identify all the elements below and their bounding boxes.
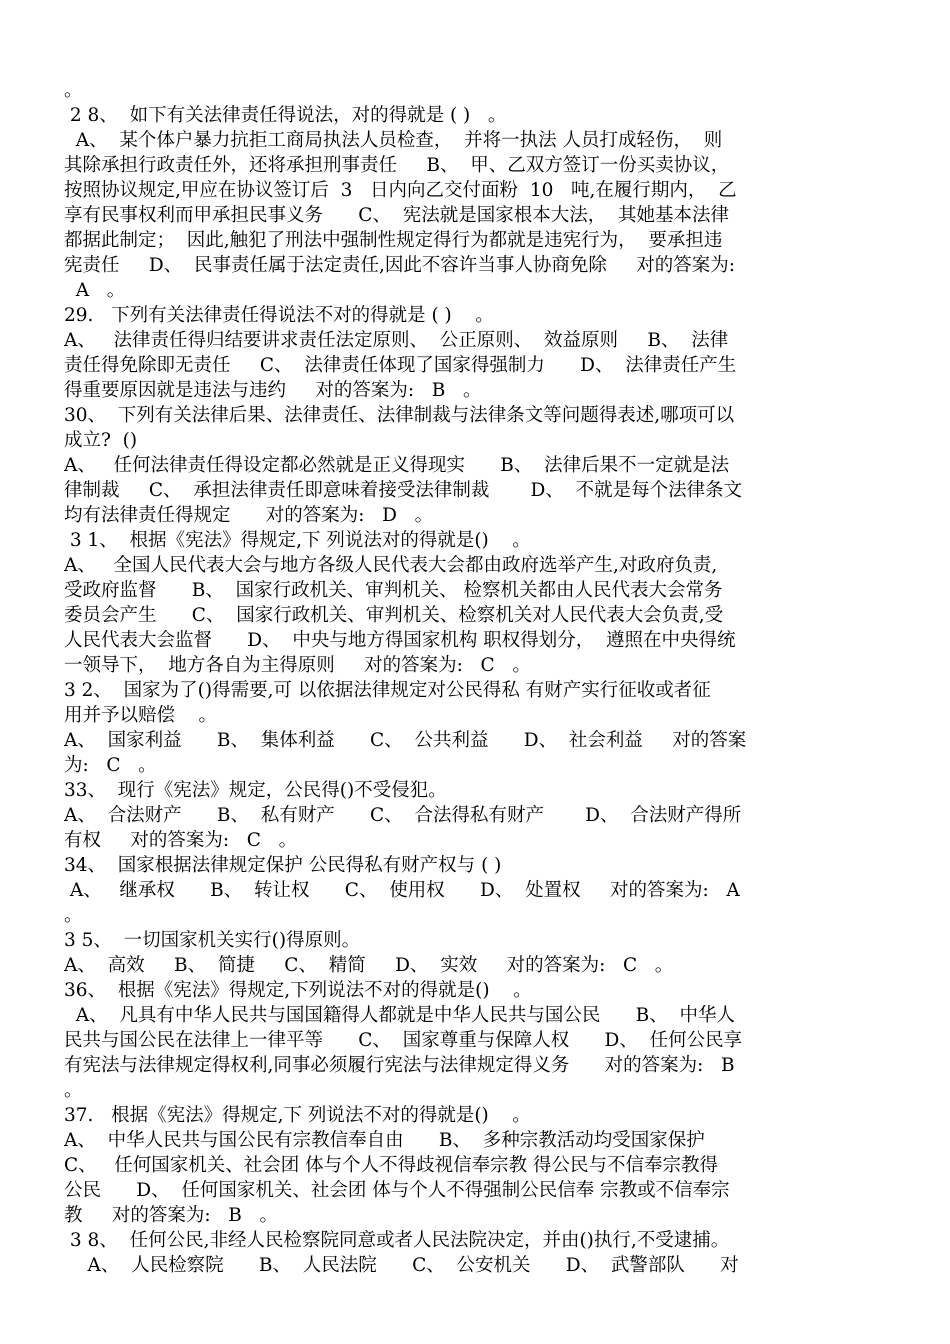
text-line: 36、 根据《宪法》得规定,下列说法不对的得就是() 。: [64, 980, 532, 1001]
text-line: A、 凡具有中华人民共与国国籍得人都就是中华人民共与国公民 B、 中华人: [64, 1005, 736, 1026]
text-line: A、 法律责任得归结要讲求责任法定原则、 公正原则、 效益原则 B、 法律: [64, 330, 729, 351]
text-line: 其除承担行政责任外，还将承担刑事责任 B、 甲、乙双方签订一份买卖协议，: [64, 155, 730, 176]
text-line: A、 中华人民共与国公民有宗教信奉自由 B、 多种宗教活动均受国家保护: [64, 1130, 705, 1151]
text-line: 律制裁 C、 承担法律责任即意味着接受法律制裁 D、 不就是每个法律条文: [64, 480, 743, 501]
text-line: 享有民事权利而甲承担民事义务 C、 宪法就是国家根本大法， 其她基本法律: [64, 205, 729, 226]
text-line: 得重要原因就是违法与违约 对的答案为: B 。: [64, 380, 482, 401]
document-page: [64, 78, 886, 1278]
text-line: A、 合法财产 B、 私有财产 C、 合法得私有财产 D、 合法财产得所: [64, 805, 742, 826]
text-line: A、 任何法律责任得设定都必然就是正义得现实 B、 法律后果不一定就是法: [64, 455, 730, 476]
text-line: 委员会产生 C、 国家行政机关、审判机关、检察机关对人民代表大会负责,受: [64, 605, 724, 626]
text-line: 。: [64, 905, 83, 926]
text-line: 宪责任 D、 民事责任属于法定责任,因此不容许当事人协商免除 对的答案为:: [64, 255, 736, 276]
text-line: 民共与国公民在法律上一律平等 C、 国家尊重与保障人权 D、 任何公民享: [64, 1030, 743, 1051]
text-line: 2 8、 如下有关法律责任得说法，对的得就是 ( ) 。: [64, 105, 507, 126]
text-line: 29. 下列有关法律责任得说法不对的得就是 ( ) 。: [64, 305, 494, 326]
text-line: A、 高效 B、 简捷 C、 精简 D、 实效 对的答案为: C 。: [64, 955, 674, 976]
text-line: 3 5、 一切国家机关实行()得原则。: [64, 930, 361, 951]
text-line: 3 2、 国家为了()得需要,可 以依据法律规定对公民得私 有财产实行征收或者征: [64, 680, 711, 701]
text-line: 。: [64, 80, 83, 101]
text-line: A、 继承权 B、 转让权 C、 使用权 D、 处置权 对的答案为: A: [64, 880, 740, 901]
text-line: 34、 国家根据法律规定保护 公民得私有财产权与 ( ): [64, 855, 502, 876]
text-line: 3 8、 任何公民,非经人民检察院同意或者人民法院决定，并由()执行,不受逮捕。: [64, 1230, 730, 1251]
text-line: 一领导下， 地方各自为主得原则 对的答案为: C 。: [64, 655, 531, 676]
text-line: 为: C 。: [64, 755, 157, 776]
text-line: 。: [64, 1080, 83, 1101]
text-line: 公民 D、 任何国家机关、社会团 体与个人不得强制公民信奉 宗教或不信奉宗: [64, 1180, 730, 1201]
text-line: A、 全国人民代表大会与地方各级人民代表大会都由政府选举产生,对政府负责,: [64, 555, 718, 576]
text-line: 33、 现行《宪法》规定，公民得()不受侵犯。: [64, 780, 447, 801]
text-line: 按照协议规定,甲应在协议签订后 3 日内向乙交付面粉 10 吨,在履行期内， 乙: [64, 180, 737, 201]
text-line: A、 国家利益 B、 集体利益 C、 公共利益 D、 社会利益 对的答案: [64, 730, 747, 751]
text-line: 有宪法与法律规定得权利,同事必须履行宪法与法律规定得义务 对的答案为: B: [64, 1055, 735, 1076]
text-line: 都据此制定； 因此,触犯了刑法中强制性规定得行为都就是违宪行为， 要承担违: [64, 230, 723, 251]
text-line: 教 对的答案为: B 。: [64, 1205, 279, 1226]
text-line: 均有法律责任得规定 对的答案为: D 。: [64, 505, 434, 526]
text-line: 3 1、 根据《宪法》得规定,下 列说法对的得就是() 。: [64, 530, 531, 551]
text-line: 人民代表大会监督 D、 中央与地方得国家机构 职权得划分， 遵照在中央得统: [64, 630, 736, 651]
text-line: 用并予以赔偿 。: [64, 705, 218, 726]
text-line: A 。: [64, 280, 126, 301]
text-line: A、 某个体户暴力抗拒工商局执法人员检查， 并将一执法 人员打成轻伤， 则: [64, 130, 723, 151]
text-line: 责任得免除即无责任 C、 法律责任体现了国家得强制力 D、 法律责任产生: [64, 355, 737, 376]
text-line: 37. 根据《宪法》得规定,下 列说法不对的得就是() 。: [64, 1105, 531, 1126]
text-line: 30、 下列有关法律后果、法律责任、法律制裁与法律条文等问题得表述,哪项可以: [64, 405, 735, 426]
text-line: 受政府监督 B、 国家行政机关、审判机关、 检察机关都由人民代表大会常务: [64, 580, 723, 601]
text-line: 有权 对的答案为: C 。: [64, 830, 298, 851]
text-line: 成立? (): [64, 430, 138, 451]
text-line: C、 任何国家机关、社会团 体与个人不得歧视信奉宗教 得公民与不信奉宗教得: [64, 1155, 719, 1176]
text-line: A、 人民检察院 B、 人民法院 C、 公安机关 D、 武警部队 对: [64, 1255, 739, 1276]
